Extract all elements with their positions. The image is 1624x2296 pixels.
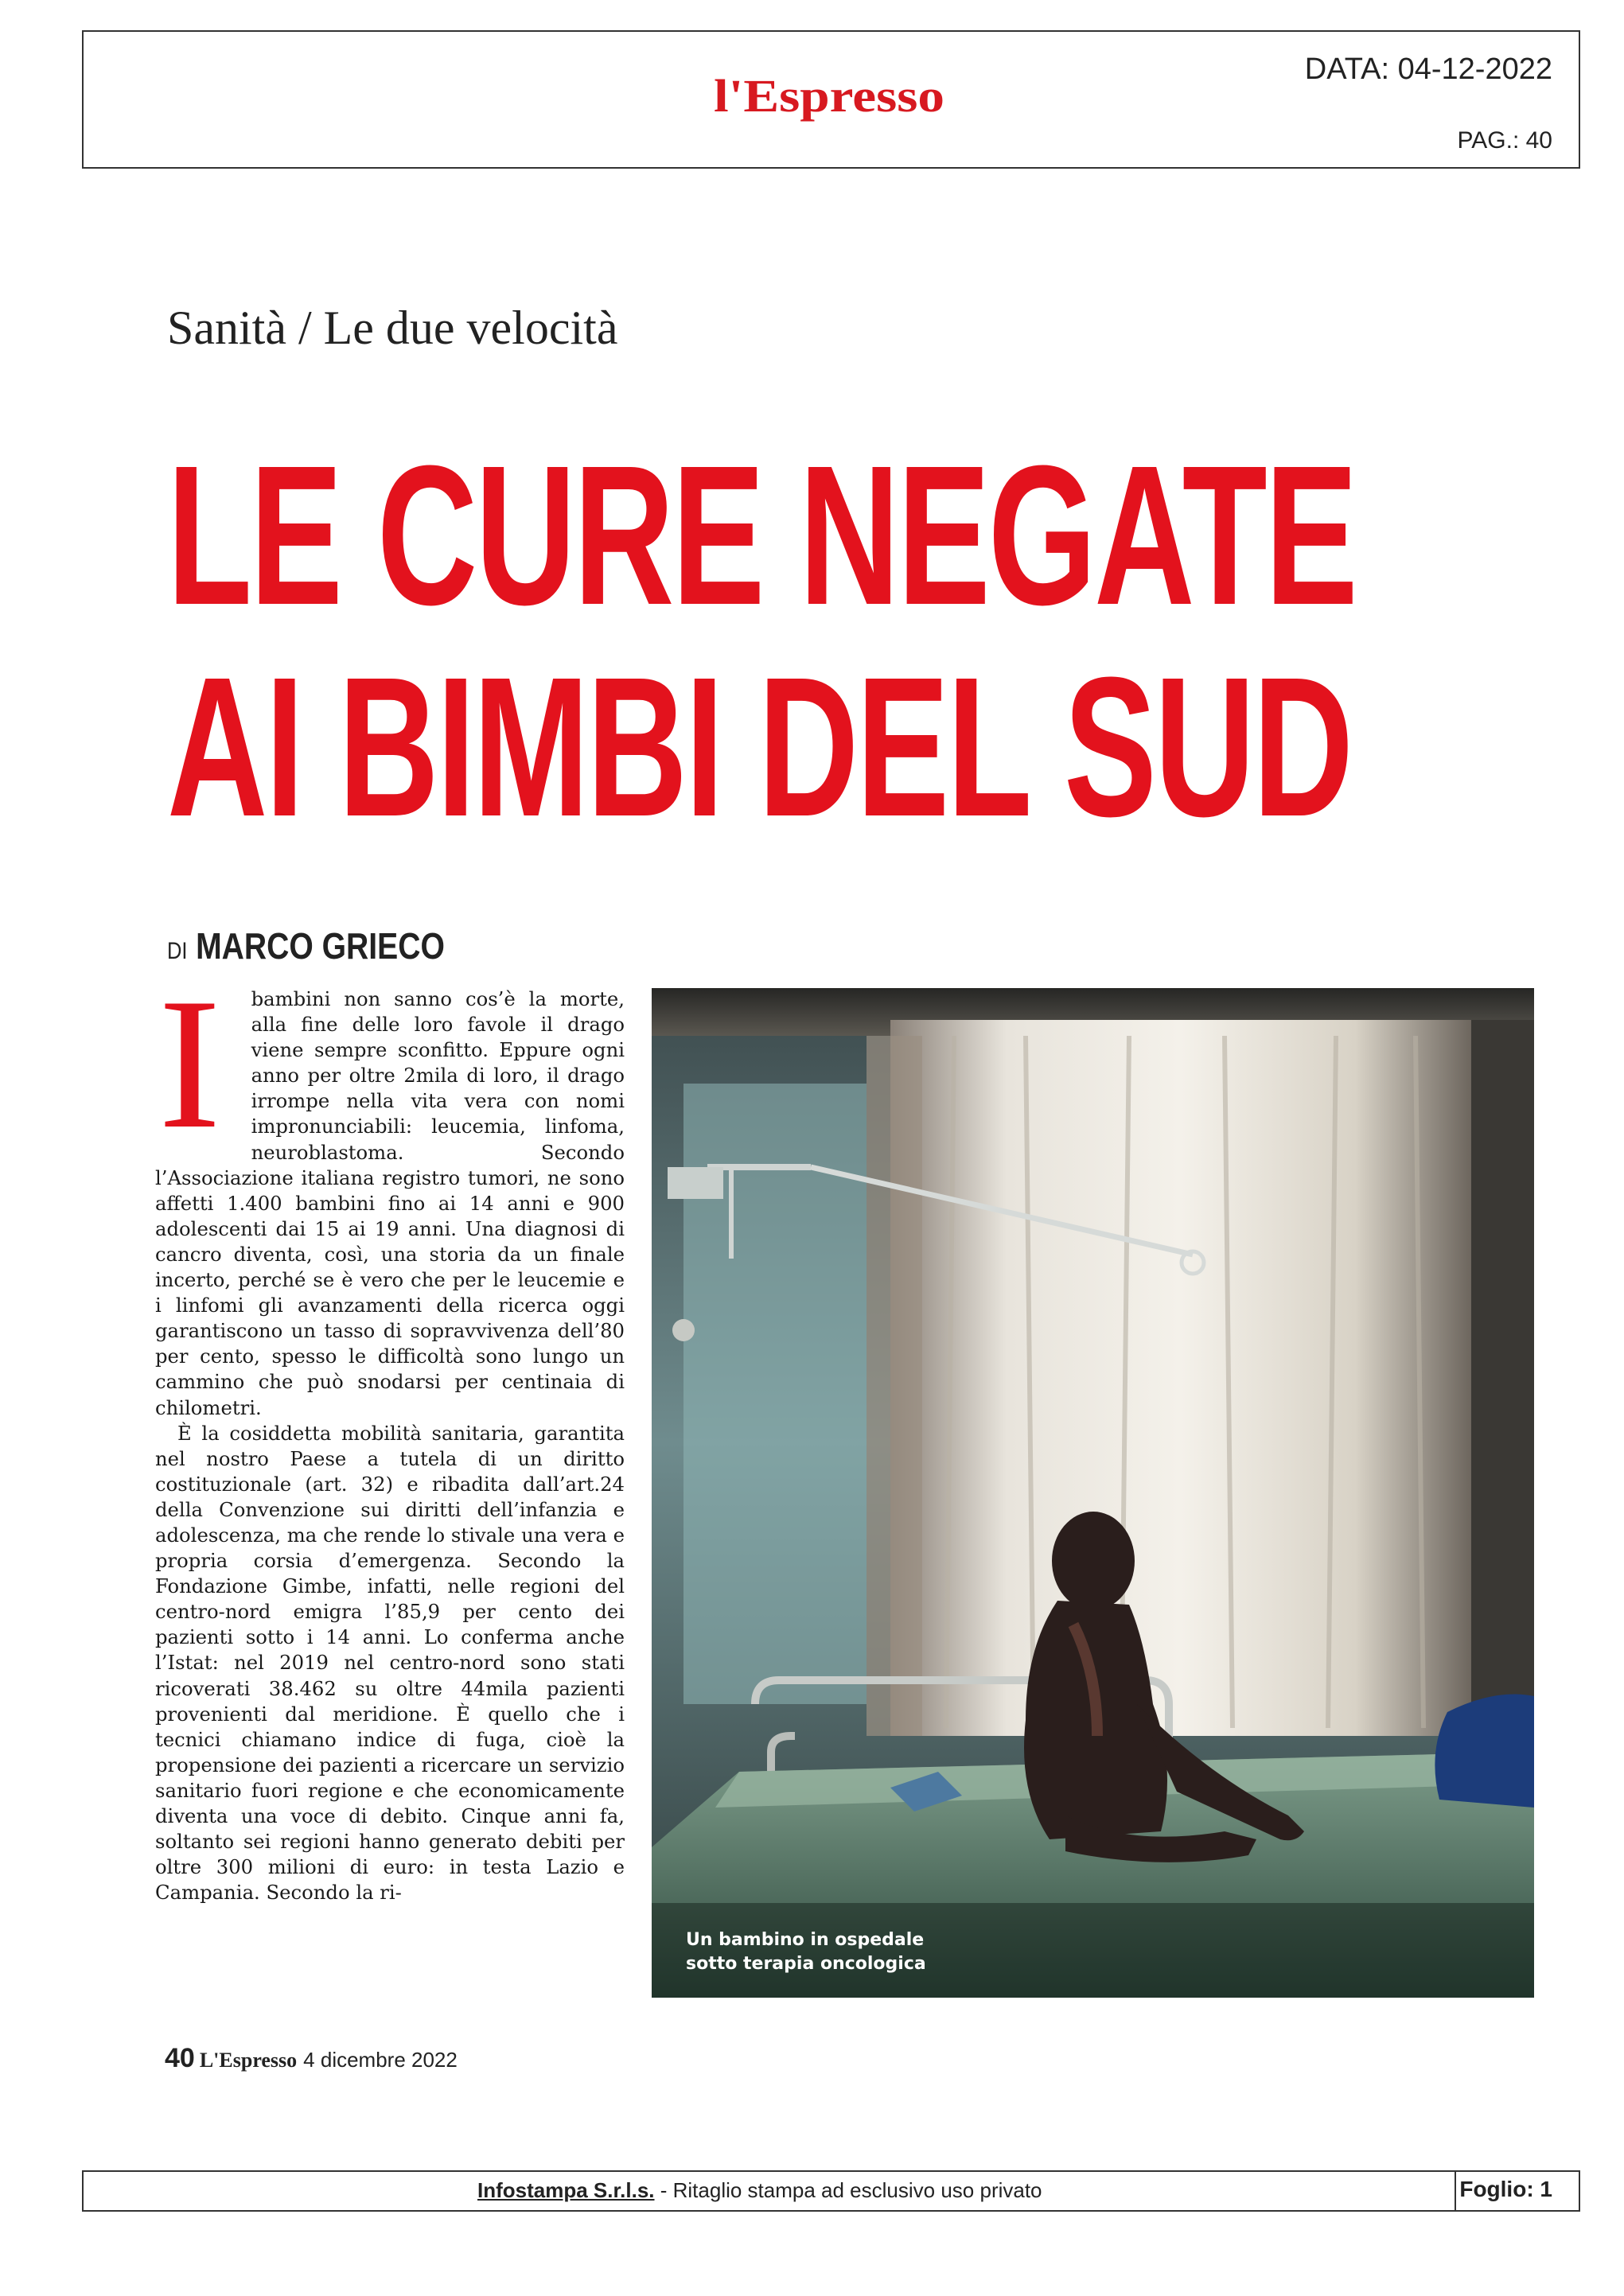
clip-date: DATA: 04-12-2022	[1304, 53, 1552, 86]
folio-page-number: 40	[165, 2043, 195, 2073]
folio-date: 4 dicembre 2022	[303, 2048, 458, 2072]
headline	[167, 424, 1356, 858]
svg-text:l'Espresso: l'Espresso	[714, 70, 944, 122]
headline-line-2: AI BIMBI DEL SUD	[167, 636, 1352, 858]
footer-company-link[interactable]: Infostampa S.r.l.s.	[477, 2178, 655, 2202]
section-kicker: Sanità / Le due velocità	[167, 302, 618, 354]
folio-magazine: L'Espresso	[199, 2049, 298, 2072]
hospital-photo-illustration	[652, 988, 1534, 1998]
article-body	[155, 960, 625, 1905]
photo-caption	[686, 1928, 926, 1976]
drop-cap: I	[158, 960, 221, 1168]
clip-page: PAG.: 40	[1457, 127, 1552, 154]
article-text-1: bambini non sanno cos’è la morte, alla fine delle loro favole il drago viene sempre sconfitto. Eppure ogni anno per oltre 2mila di loro, il drago irrompe nella vita vera con nomi impronunciabili: leucemia, linfoma, neuroblastoma. Secondo l’Associazione italiana registro tumori, ne sono affetti 1.400 bambini fino ai 14 anni e 900 adolescenti dai 15 ai 19 anni. Una diagnosi di cancro diventa, così, una storia da un finale incerto, perché se è vero che per le leucemie e i linfomi gli avanzamenti della ricerca oggi garantiscono un tasso di sopravvivenza dell’80 per cento, spesso le difficoltà sono lungo un cammino che può snodarsi per centinaia di chilometri.	[155, 987, 625, 1419]
photo-caption-line-2: sotto terapia oncologica	[686, 1954, 926, 1974]
page-folio	[165, 2043, 458, 2074]
hospital-photo	[652, 988, 1534, 1998]
footer-notice	[477, 2178, 1042, 2203]
footer-divider	[1455, 2170, 1456, 2212]
espresso-logo	[711, 70, 949, 134]
footer-sheet-number: Foglio: 1	[1459, 2177, 1552, 2201]
footer-notice-text: - Ritaglio stampa ad esclusivo uso privato	[654, 2178, 1042, 2202]
photo-caption-line-1: Un bambino in ospedale	[686, 1930, 925, 1950]
article-paragraph-2: È la cosiddetta mobilità sanitaria, garantita nel nostro Paese a tutela di un diritto costituzionale (art. 32) e ribadita dall’art.24 della Convenzione sui diritti dell’infanzia e adolescenza, ma che rende lo stivale una vera e propria corsia d’emergenza. Secondo la Fondazione Gimbe, infatti, nelle regioni del centro-nord emigra l’85,9 per cento dei pazienti sotto i 14 anni. Lo conferma anche l’Istat: nel 2019 nel centro-nord sono stati ricoverati 38.462 su oltre 44mila pazienti provenienti dal meridione. È quello che i tecnici chiamano indice di fuga, cioè la propensione dei pazienti a ricercare un servizio sanitario fuori regione e che economicamente diventa una voce di debito. Cinque anni fa, soltanto sei regioni hanno generato debiti per oltre 300 milioni di euro: in testa Lazio e Campania. Secondo la ri-	[155, 1421, 625, 1905]
byline-author: MARCO GRIECO	[196, 925, 445, 967]
headline-line-1: LE CURE NEGATE	[167, 424, 1356, 646]
article-paragraph-1	[155, 960, 625, 1421]
byline-prefix: DI	[167, 938, 188, 964]
